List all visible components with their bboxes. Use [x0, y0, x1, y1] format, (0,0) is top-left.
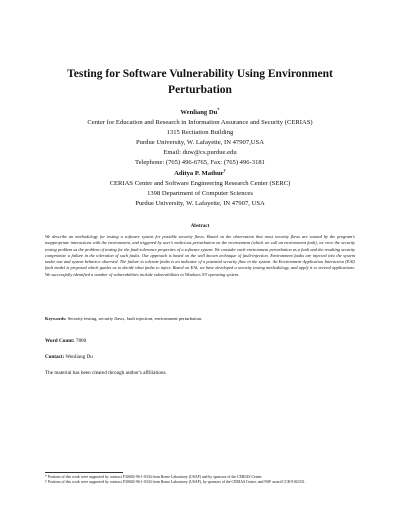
- author-1-affiliation: Center for Education and Research in Information Assurance and Security (CERIAS): [87, 119, 313, 127]
- author-1-address-2: Purdue University, W. Lafayette, IN 47907,USA: [136, 139, 264, 147]
- paper-title: [40, 66, 360, 98]
- keywords-label: Keywords:: [45, 316, 67, 321]
- contact-value: Wenliang Du: [65, 354, 93, 360]
- author-2-address-1: 1398 Department of Computer Sciences: [147, 189, 253, 197]
- word-count: [45, 338, 86, 344]
- footnote-2: † Portions of this work were supported by contract F30602-96-1-0334 from Rome Laboratory (USAF), by sponsors of the CERIAS Center, and NSF award CCR-9102331.: [45, 480, 306, 485]
- word-count-label: Word Count:: [45, 338, 75, 344]
- abstract-body: We describe an methodology for testing a software system for possible security flaws. Based on the observation that most security flaws are caused by the program's inappropriate interactions with the environment, and triggered by user's malicious perturbation on the environment (which we call an environment fault), we view the security testing problem as the problem of testing for the fault-tolerance properties of a software system. We consider each environment perturbation as a fault and the resulting security compromise a failure in the toleration of such faults. Our approach is based on the well known technique of fault-injection. Environment faults are injected into the system under test and system behavior observed. The failure to tolerate faults is an indicator of a potential security flaw in the system. An Environment-Application Interaction (EAI) fault model is proposed which guides us to decide what faults to inject. Based on EAI, we have developed a security testing methodology, and apply it to several applications. We successfully identified a number of vulnerabilities include vulnerabilities in Windows NT operating system.: [45, 234, 355, 277]
- author-2-name: Aditya P. Mathur†: [174, 167, 226, 177]
- author-2-address-2: Purdue University, W. Lafayette, IN 47907, USA: [135, 199, 265, 207]
- author-1-address-1: 1315 Recitation Building: [166, 129, 234, 137]
- footnote-divider: [45, 472, 123, 473]
- footnotes: [45, 475, 360, 486]
- contact: [45, 354, 93, 360]
- author-1-name: Wenliang Du*: [180, 106, 220, 116]
- author-1-email: Email: duw@cs.purdue.edu: [163, 149, 237, 157]
- author-block: [36, 108, 364, 209]
- author-1-phone: Telephone: (765) 496-6765, Fax: (765) 496-3181: [135, 159, 265, 167]
- keywords: [45, 316, 355, 321]
- author-2-affiliation: CERIAS Center and Software Engineering Research Center (SERC): [109, 179, 291, 187]
- keywords-text: Security testing, security flaws, fault injection, environment perturbation.: [67, 316, 203, 321]
- title-line-2: Perturbation: [168, 84, 232, 96]
- footnote-1: * Portions of this work were supported by contract F30602-96-1-0334 from Rome Laboratory (USAF) and by sponsors of the CERIAS Center.: [45, 475, 263, 479]
- title-line-1: Testing for Software Vulnerability Using Environment: [67, 68, 333, 80]
- contact-label: Contact:: [45, 354, 65, 360]
- clearance-note: The material has been cleared through author's affiliations.: [45, 370, 167, 376]
- word-count-value: 7800: [75, 338, 87, 344]
- abstract-heading: Abstract: [190, 224, 210, 229]
